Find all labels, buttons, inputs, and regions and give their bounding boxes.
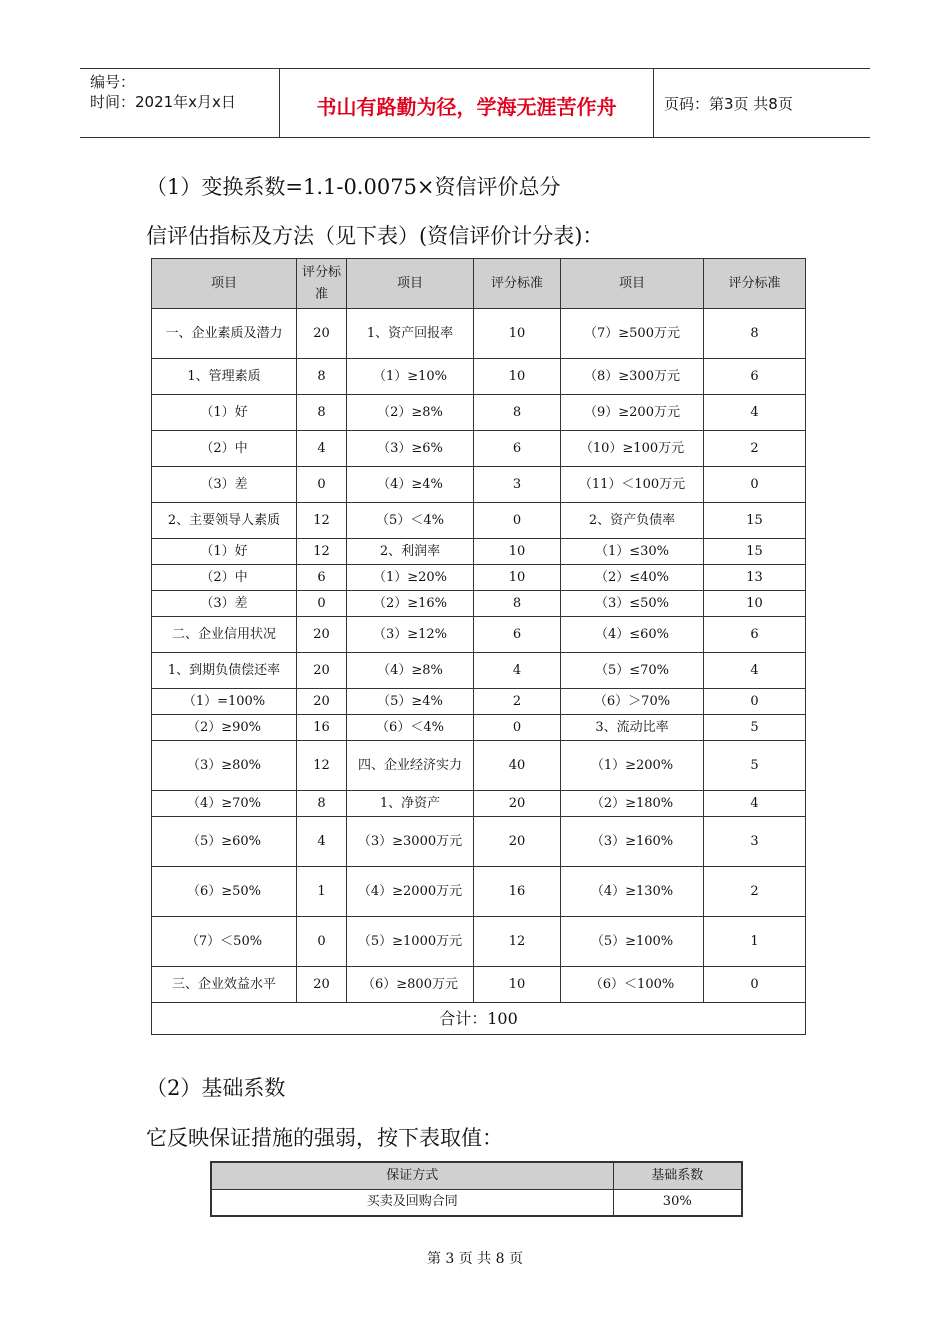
table-cell: （5）≤70%: [561, 653, 704, 689]
table-cell: 买卖及回购合同: [211, 1189, 613, 1216]
table-cell: （4）≥2000万元: [347, 867, 474, 917]
table-cell: 4: [704, 395, 806, 431]
table-cell: （10）≥100万元: [561, 431, 704, 467]
table-cell: 20: [297, 653, 347, 689]
table-cell: 4: [704, 653, 806, 689]
column-header: 项目: [152, 259, 297, 309]
table-cell: 0: [474, 503, 561, 539]
table-row: [152, 715, 806, 741]
table-cell: （9）≥200万元: [561, 395, 704, 431]
paragraph-base-coefficient: （2）基础系数: [146, 1076, 286, 1100]
table-cell: 一、企业素质及潜力: [152, 309, 297, 359]
table-cell: 2、主要领导人素质: [152, 503, 297, 539]
table-cell: 10: [474, 359, 561, 395]
table-cell: （3）≥12%: [347, 617, 474, 653]
table-cell: （2）≥180%: [561, 791, 704, 817]
table-cell: 8: [704, 309, 806, 359]
table-cell: 4: [297, 431, 347, 467]
table-cell: （4）≤60%: [561, 617, 704, 653]
table-cell: 6: [474, 617, 561, 653]
paragraph-conversion-coefficient: （1）变换系数=1.1-0.0075×资信评价总分: [146, 175, 561, 199]
table-cell: 12: [297, 539, 347, 565]
table-row: [152, 309, 806, 359]
column-header: 项目: [561, 259, 704, 309]
table-cell: （5）≥100%: [561, 917, 704, 967]
table-total-row: [152, 1003, 806, 1035]
table-cell: 1、净资产: [347, 791, 474, 817]
table-cell: （4）≥4%: [347, 467, 474, 503]
table-cell: 12: [474, 917, 561, 967]
table-cell: （5）＜4%: [347, 503, 474, 539]
table-cell: （6）＜100%: [561, 967, 704, 1003]
table-cell: （6）≥800万元: [347, 967, 474, 1003]
table-cell: （2）≤40%: [561, 565, 704, 591]
table-cell: 4: [704, 791, 806, 817]
table-row: [152, 395, 806, 431]
table-cell: （1）≤30%: [561, 539, 704, 565]
table-cell: （2）≥16%: [347, 591, 474, 617]
table-cell: 20: [297, 967, 347, 1003]
table-cell: 1: [704, 917, 806, 967]
table-cell: 0: [704, 689, 806, 715]
table-cell: 15: [704, 503, 806, 539]
number-label: 编号：: [90, 73, 136, 91]
base-coefficient-table: [210, 1161, 743, 1217]
header-page-number: 页码：第3页 共8页: [664, 94, 793, 113]
table-cell: 6: [474, 431, 561, 467]
table-cell: 2、利润率: [347, 539, 474, 565]
table-cell: 16: [474, 867, 561, 917]
table-cell: （1）≥10%: [347, 359, 474, 395]
table-cell: 3、流动比率: [561, 715, 704, 741]
column-header: 评分标准: [297, 259, 347, 309]
table-cell: （6）≥50%: [152, 867, 297, 917]
table-cell: （6）＞70%: [561, 689, 704, 715]
table-cell: 0: [297, 467, 347, 503]
table-cell: 0: [704, 967, 806, 1003]
table-cell: 20: [297, 689, 347, 715]
table-cell: 2: [704, 431, 806, 467]
table-cell: （7）≥500万元: [561, 309, 704, 359]
table-row: [211, 1189, 742, 1216]
table-cell: 8: [474, 591, 561, 617]
table-cell: （2）≥8%: [347, 395, 474, 431]
table-cell: （4）≥130%: [561, 867, 704, 917]
table-row: [152, 817, 806, 867]
table-row: [152, 467, 806, 503]
table-cell: 20: [474, 817, 561, 867]
header-meta: [80, 69, 280, 137]
table-cell: 1: [297, 867, 347, 917]
table-cell: 6: [704, 359, 806, 395]
table-cell: 10: [704, 591, 806, 617]
table-cell: （5）≥4%: [347, 689, 474, 715]
column-header: 项目: [347, 259, 474, 309]
table-cell: 5: [704, 715, 806, 741]
table-cell: 40: [474, 741, 561, 791]
table-cell: 13: [704, 565, 806, 591]
table-cell: （3）≥80%: [152, 741, 297, 791]
table-cell: 1、资产回报率: [347, 309, 474, 359]
table-cell: 1、到期负债偿还率: [152, 653, 297, 689]
table-cell: （5）≥1000万元: [347, 917, 474, 967]
table-cell: 5: [704, 741, 806, 791]
table-cell: 1、管理素质: [152, 359, 297, 395]
table-cell: （3）差: [152, 591, 297, 617]
table-cell: （1）≥20%: [347, 565, 474, 591]
table-cell: 3: [474, 467, 561, 503]
table-total: 合计：100: [152, 1003, 806, 1035]
table-cell: 0: [297, 591, 347, 617]
column-header: 评分标准: [474, 259, 561, 309]
table-header-row: [152, 259, 806, 309]
table-cell: （11）＜100万元: [561, 467, 704, 503]
table-cell: 三、企业效益水平: [152, 967, 297, 1003]
table-cell: 8: [474, 395, 561, 431]
table-cell: 四、企业经济实力: [347, 741, 474, 791]
table-cell: 4: [297, 817, 347, 867]
table-row: [152, 689, 806, 715]
table-cell: 20: [474, 791, 561, 817]
table-header-row: [211, 1162, 742, 1189]
table-row: [152, 967, 806, 1003]
paragraph-base-intro: 它反映保证措施的强弱，按下表取值：: [146, 1126, 503, 1150]
time-label: 时间：2021年x月x日: [90, 93, 236, 111]
table-row: [152, 867, 806, 917]
header-motto: 书山有路勤为径，学海无涯苦作舟: [280, 69, 654, 137]
page-footer: 第 3 页 共 8 页: [426, 1251, 524, 1267]
table-cell: 3: [704, 817, 806, 867]
table-cell: 0: [704, 467, 806, 503]
table-cell: 20: [297, 309, 347, 359]
credit-score-table: [151, 258, 806, 1035]
table-cell: 16: [297, 715, 347, 741]
table-cell: 12: [297, 503, 347, 539]
table-cell: （1）好: [152, 395, 297, 431]
table-cell: 2: [704, 867, 806, 917]
table-row: [152, 539, 806, 565]
table-cell: 20: [297, 617, 347, 653]
table-cell: 6: [297, 565, 347, 591]
table-row: [152, 359, 806, 395]
table-cell: （1）好: [152, 539, 297, 565]
table-cell: （1）=100%: [152, 689, 297, 715]
column-header: 保证方式: [211, 1162, 613, 1189]
table-cell: 8: [297, 791, 347, 817]
page-header: [80, 68, 870, 138]
table-cell: （4）≥70%: [152, 791, 297, 817]
table-row: [152, 503, 806, 539]
table-cell: 10: [474, 539, 561, 565]
column-header: 评分标准: [704, 259, 806, 309]
table-cell: 8: [297, 395, 347, 431]
table-row: [152, 791, 806, 817]
table-cell: 4: [474, 653, 561, 689]
table-cell: （5）≥60%: [152, 817, 297, 867]
table-cell: （1）≥200%: [561, 741, 704, 791]
table-cell: （7）＜50%: [152, 917, 297, 967]
table-cell: （3）≥160%: [561, 817, 704, 867]
table-cell: （2）中: [152, 431, 297, 467]
table-cell: 6: [704, 617, 806, 653]
table-cell: 0: [474, 715, 561, 741]
table-row: [152, 591, 806, 617]
table-cell: 2: [474, 689, 561, 715]
table-cell: 二、企业信用状况: [152, 617, 297, 653]
table-cell: （3）≤50%: [561, 591, 704, 617]
table-row: [152, 617, 806, 653]
table-row: [152, 431, 806, 467]
table-cell: （2）≥90%: [152, 715, 297, 741]
table-cell: 10: [474, 967, 561, 1003]
table-cell: 10: [474, 565, 561, 591]
table-cell: 0: [297, 917, 347, 967]
table-cell: （3）≥6%: [347, 431, 474, 467]
table-cell: 12: [297, 741, 347, 791]
column-header: 基础系数: [613, 1162, 742, 1189]
paragraph-table-intro: 信评估指标及方法（见下表）(资信评价计分表)：: [146, 224, 604, 248]
table-row: [152, 653, 806, 689]
table-cell: 8: [297, 359, 347, 395]
table-cell: 10: [474, 309, 561, 359]
table-cell: （4）≥8%: [347, 653, 474, 689]
table-cell: （3）≥3000万元: [347, 817, 474, 867]
table-cell: （6）＜4%: [347, 715, 474, 741]
table-cell: 15: [704, 539, 806, 565]
table-row: [152, 565, 806, 591]
table-cell: 2、资产负债率: [561, 503, 704, 539]
table-row: [152, 917, 806, 967]
table-cell: （2）中: [152, 565, 297, 591]
table-cell: 30%: [613, 1189, 742, 1216]
table-row: [152, 741, 806, 791]
table-cell: （8）≥300万元: [561, 359, 704, 395]
table-cell: （3）差: [152, 467, 297, 503]
